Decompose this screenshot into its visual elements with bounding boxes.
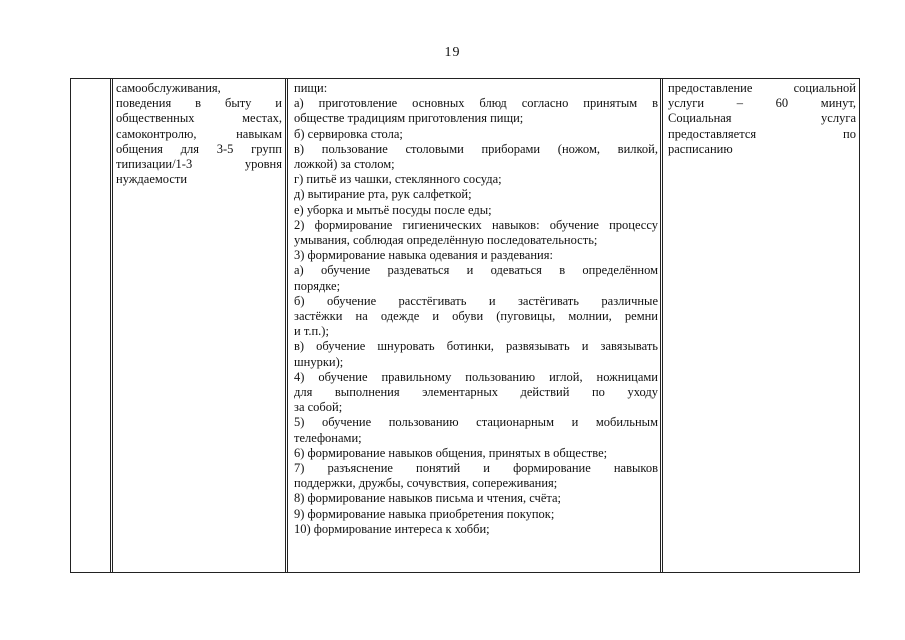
table-border-right (859, 79, 860, 572)
service-content-text-line: 6) формирование навыков общения, принятых в обществе; (294, 445, 608, 460)
service-content-text-line: 5) обучение пользованию стационарным и мобильным (294, 415, 658, 430)
service-content-text-line: б) сервировка стола; (294, 126, 403, 141)
service-content-text-line: поддержки, дружбы, сочувствия, сопереживания; (294, 476, 558, 491)
service-content-text-line: 3) формирование навыка одевания и раздевания: (294, 248, 553, 263)
recipients-text-line: нуждаемости (116, 172, 188, 187)
service-content-text-line: в) пользование столовыми приборами (ножом, вилкой, (294, 141, 658, 156)
column-divider-1 (110, 79, 113, 572)
service-content-text-line: б) обучение расстёгивать и застёгивать различные (294, 293, 658, 308)
service-content-text-line: ложкой) за столом; (294, 157, 395, 172)
service-content-text-line: в) обучение шнуровать ботинки, развязывать и завязывать (294, 339, 658, 354)
service-content-text-line: шнурки); (294, 354, 344, 369)
service-content-text-line: 9) формирование навыка приобретения покупок; (294, 506, 555, 521)
service-content-text-line: телефонами; (294, 430, 362, 445)
services-table (70, 78, 860, 573)
service-terms-text-line: Социальная услуга (668, 111, 856, 126)
table-border-left (70, 79, 71, 572)
service-terms-text-line: услуги – 60 минут, (668, 96, 856, 111)
service-content-text-line: застёжки на одежде и обуви (пуговицы, молнии, ремни (294, 309, 658, 324)
service-content-text-line: 4) обучение правильному пользованию иглой, ножницами (294, 369, 658, 384)
service-content-text-line: 10) формирование интереса к хобби; (294, 521, 490, 536)
service-content-text-line: обществе традициям приготовления пищи; (294, 111, 524, 126)
service-content-text-line: 7) разъяснение понятий и формирование навыков (294, 461, 658, 476)
recipients-text-line: самоконтролю, навыкам (116, 126, 282, 141)
service-content-text-line: умывания, соблюдая определённую последовательность; (294, 233, 598, 248)
service-terms-text-line: предоставление социальной (668, 81, 856, 95)
service-content-text-line: 8) формирование навыков письма и чтения, счёта; (294, 491, 562, 506)
column-divider-3 (660, 79, 663, 572)
recipients-text-line: самообслуживания, (116, 81, 221, 95)
recipients-text-line: общения для 3-5 групп (116, 141, 282, 156)
service-terms-cell (668, 81, 856, 157)
recipients-text-line: поведения в быту и (116, 96, 282, 111)
service-terms-text-line: расписанию (668, 141, 733, 156)
service-content-text-line: для выполнения элементарных действий по уходу (294, 385, 658, 400)
service-content-text-line: за собой; (294, 400, 343, 415)
service-content-text-line: а) приготовление основных блюд согласно принятым в (294, 96, 658, 111)
service-content-text-line: пищи: (294, 81, 328, 95)
service-terms-text-line: предоставляется по (668, 126, 856, 141)
service-content-text-line: д) вытирание рта, рук салфеткой; (294, 187, 472, 202)
service-content-text-line: е) уборка и мытьё посуды после еды; (294, 202, 492, 217)
service-content-cell (294, 81, 658, 537)
recipients-cell (116, 81, 282, 187)
service-content-text-line: 2) формирование гигиенических навыков: обучение процессу (294, 217, 658, 232)
service-content-text-line: г) питьё из чашки, стеклянного сосуда; (294, 172, 502, 187)
service-content-text-line: порядке; (294, 278, 341, 293)
recipients-text-line: типизации/1-3 уровня (116, 157, 282, 172)
column-divider-2 (285, 79, 288, 572)
recipients-text-line: общественных местах, (116, 111, 282, 126)
service-content-text-line: и т.п.); (294, 324, 329, 339)
service-content-text-line: а) обучение раздеваться и одеваться в определённом (294, 263, 658, 278)
page-number: 19 (444, 45, 461, 60)
